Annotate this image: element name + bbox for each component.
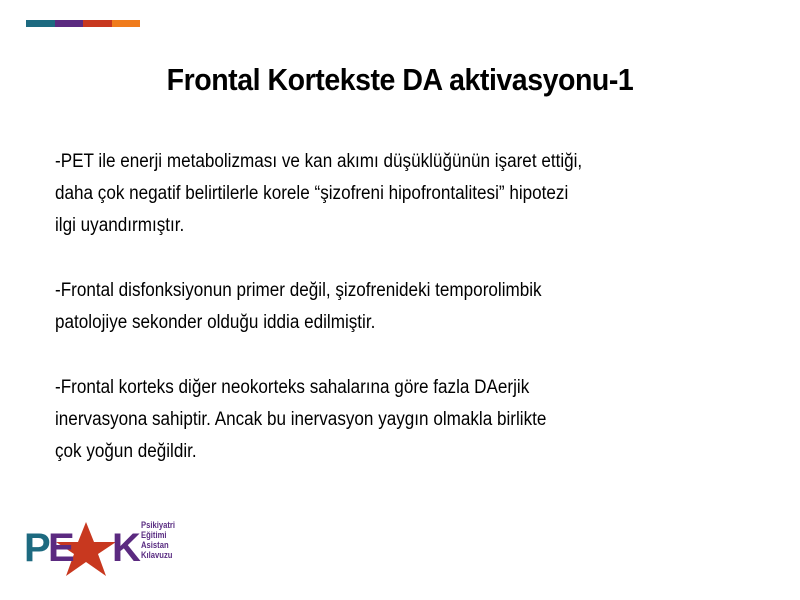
paragraph-frontal-dysfunction — [55, 275, 755, 339]
body-line: -Frontal korteks diğer neokorteks sahalarına göre fazla DAerjik — [55, 377, 530, 398]
body-line: -PET ile enerji metabolizması ve kan akımı düşüklüğünün işaret ettiği, — [55, 151, 583, 172]
accent-segment — [55, 20, 84, 27]
logo-caption-line: Asistan — [141, 540, 169, 550]
accent-segment — [26, 20, 55, 27]
body-line: daha çok negatif belirtilerle korele “şizofreni hipofrontalitesi” hipotezi — [55, 183, 569, 204]
body-line: çok yoğun değildir. — [55, 441, 197, 462]
slide-body — [55, 146, 755, 501]
peak-logo-graphic — [24, 516, 144, 588]
body-line: patolojiye sekonder olduğu iddia edilmiştir. — [55, 312, 376, 333]
logo-letter-e: E — [48, 526, 75, 570]
logo-caption-line: Eğitimi — [141, 530, 167, 540]
logo-letter-k: K — [112, 526, 141, 570]
body-line: -Frontal disfonksiyonun primer değil, şizofrenideki temporolimbik — [55, 280, 542, 301]
paragraph-pet — [55, 146, 755, 242]
body-line: inervasyona sahiptir. Ancak bu inervasyon yaygın olmakla birlikte — [55, 409, 547, 430]
logo-caption-line: Psikiyatri — [141, 520, 176, 530]
accent-segment — [83, 20, 112, 27]
accent-color-bar — [26, 20, 140, 27]
accent-segment — [112, 20, 141, 27]
slide-title: Frontal Kortekste DA aktivasyonu-1 — [166, 62, 634, 97]
logo-caption — [141, 520, 175, 560]
paragraph-frontal-cortex — [55, 372, 755, 468]
peak-logo — [24, 516, 194, 588]
logo-caption-line: Kılavuzu — [141, 550, 173, 560]
body-line: ilgi uyandırmıştır. — [55, 215, 185, 236]
logo-letter-p: P — [24, 526, 51, 570]
